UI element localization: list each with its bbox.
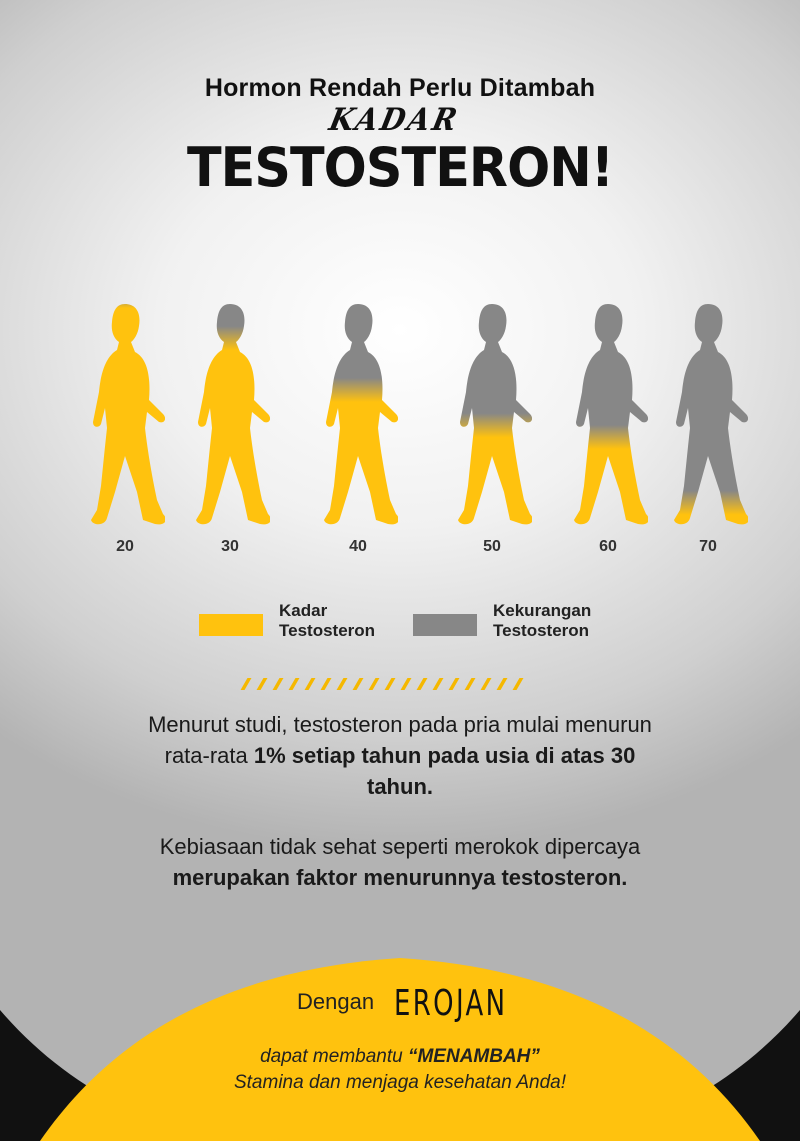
dengan-label: Dengan	[297, 989, 375, 1014]
walking-man-icon	[318, 296, 398, 531]
paragraph-habit	[140, 831, 660, 893]
tagline-line1-text: dapat membantu	[260, 1046, 408, 1067]
headline: TESTOSTERON!	[186, 136, 614, 199]
legend-line2: Testosteron	[493, 621, 590, 640]
paragraph-habit-text: Kebiasaan tidak sehat seperti merokok dipercaya	[159, 834, 641, 859]
figure-age-30	[190, 296, 270, 531]
walking-man-icon	[452, 296, 532, 531]
legend-line1: Kekurangan	[493, 601, 592, 620]
brand-logo: EROJAN	[394, 983, 508, 1024]
figure-age-60	[568, 296, 648, 531]
legend-swatch-yellow	[199, 614, 263, 636]
paragraph-study	[140, 709, 660, 802]
walking-man-icon	[190, 296, 270, 531]
figure-age-50	[452, 296, 532, 531]
age-label: 50	[483, 538, 501, 555]
figure-age-20	[85, 296, 165, 531]
legend-line2: Testosteron	[279, 621, 376, 640]
legend-swatch-grey	[413, 614, 477, 636]
tagline-line1	[0, 1046, 800, 1068]
age-label: 40	[349, 538, 367, 555]
walking-man-icon	[568, 296, 648, 531]
paragraph-study-bold: 1% setiap tahun pada usia di atas 30 tahun.	[253, 743, 636, 799]
legend-label-kekurangan	[493, 601, 591, 641]
kadar-label: KADAR	[326, 101, 464, 138]
paragraph-habit-bold: merupakan faktor menurunnya testosteron.	[172, 865, 628, 890]
subtitle: Hormon Rendah Perlu Ditambah	[204, 74, 596, 102]
age-label: 30	[221, 538, 239, 555]
tagline-line1-bold: “MENAMBAH”	[407, 1046, 540, 1067]
walking-man-icon	[85, 296, 165, 531]
figure-age-70	[668, 296, 748, 531]
dash-divider	[244, 677, 532, 695]
legend-label-kadar	[279, 601, 375, 641]
bottom-wave	[0, 930, 800, 1141]
age-label: 60	[599, 538, 617, 555]
legend-line1: Kadar	[279, 601, 328, 620]
age-label: 20	[116, 538, 134, 555]
paragraph-study-text: Menurut studi, testosteron pada pria mulai menurun rata-rata	[148, 712, 652, 768]
tagline-line2: Stamina dan menjaga kesehatan Anda!	[233, 1072, 567, 1093]
age-label: 70	[699, 538, 717, 555]
walking-man-icon	[668, 296, 748, 531]
figure-age-40	[318, 296, 398, 531]
